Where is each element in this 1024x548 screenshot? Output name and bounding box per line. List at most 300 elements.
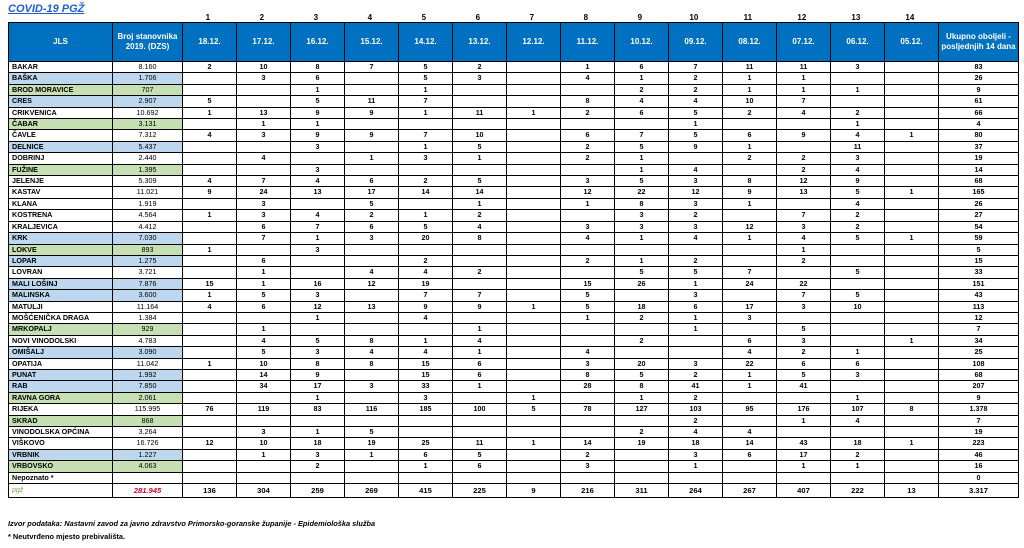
- daily-cases-cell: 1: [291, 392, 345, 403]
- sum-daily-cell: 13: [885, 484, 939, 498]
- population-cell: 893: [113, 244, 183, 255]
- daily-cases-cell: 1: [831, 119, 885, 130]
- daily-cases-cell: 1: [615, 233, 669, 244]
- daily-cases-cell: [507, 461, 561, 472]
- municipality-name: VINODOLSKA OPĆINA: [9, 427, 113, 438]
- daily-cases-cell: [507, 255, 561, 266]
- daily-cases-cell: [183, 153, 237, 164]
- population-cell: 16.726: [113, 438, 183, 449]
- daily-cases-cell: 17: [345, 187, 399, 198]
- daily-cases-cell: 100: [453, 404, 507, 415]
- daily-cases-cell: [453, 119, 507, 130]
- daily-cases-cell: [885, 427, 939, 438]
- daily-cases-cell: [345, 472, 399, 483]
- daily-cases-cell: [291, 153, 345, 164]
- daily-cases-cell: 3: [291, 244, 345, 255]
- daily-cases-cell: 1: [399, 84, 453, 95]
- daily-cases-cell: 3: [237, 210, 291, 221]
- header-date: 06.12.: [831, 23, 885, 62]
- daily-cases-cell: 5: [453, 449, 507, 460]
- population-cell: 2.061: [113, 392, 183, 403]
- daily-cases-cell: [507, 369, 561, 380]
- daily-cases-cell: 1: [291, 119, 345, 130]
- column-number: 14: [905, 13, 915, 22]
- daily-cases-cell: [291, 472, 345, 483]
- daily-cases-cell: [885, 347, 939, 358]
- total-cell: 83: [939, 62, 1019, 73]
- daily-cases-cell: [183, 221, 237, 232]
- table-row: [9, 255, 1019, 266]
- daily-cases-cell: [183, 472, 237, 483]
- daily-cases-cell: [885, 472, 939, 483]
- municipality-name: LOVRAN: [9, 267, 113, 278]
- daily-cases-cell: 1: [291, 233, 345, 244]
- daily-cases-cell: [561, 84, 615, 95]
- daily-cases-cell: 6: [345, 176, 399, 187]
- daily-cases-cell: 1: [831, 392, 885, 403]
- daily-cases-cell: [885, 381, 939, 392]
- daily-cases-cell: 2: [615, 84, 669, 95]
- daily-cases-cell: 11: [723, 62, 777, 73]
- daily-cases-cell: 4: [777, 233, 831, 244]
- daily-cases-cell: 3: [561, 461, 615, 472]
- daily-cases-cell: 2: [831, 221, 885, 232]
- daily-cases-cell: 5: [291, 96, 345, 107]
- daily-cases-cell: [453, 278, 507, 289]
- daily-cases-cell: 5: [615, 369, 669, 380]
- total-cell: 26: [939, 198, 1019, 209]
- population-cell: 929: [113, 324, 183, 335]
- municipality-name: CRES: [9, 96, 113, 107]
- daily-cases-cell: 3: [669, 358, 723, 369]
- daily-cases-cell: [831, 312, 885, 323]
- table-row: [9, 290, 1019, 301]
- daily-cases-cell: 3: [561, 358, 615, 369]
- daily-cases-cell: 2: [561, 449, 615, 460]
- daily-cases-cell: 2: [669, 210, 723, 221]
- daily-cases-cell: [183, 255, 237, 266]
- daily-cases-cell: [885, 153, 939, 164]
- municipality-name: NOVI VINODOLSKI: [9, 335, 113, 346]
- total-cell: 9: [939, 392, 1019, 403]
- header-date: 18.12.: [183, 23, 237, 62]
- daily-cases-cell: 1: [885, 335, 939, 346]
- daily-cases-cell: [831, 472, 885, 483]
- sum-daily-cell: 222: [831, 484, 885, 498]
- daily-cases-cell: [345, 141, 399, 152]
- daily-cases-cell: [183, 461, 237, 472]
- table-row: [9, 119, 1019, 130]
- daily-cases-cell: 2: [615, 335, 669, 346]
- daily-cases-cell: 1: [507, 392, 561, 403]
- daily-cases-cell: 1: [399, 141, 453, 152]
- population-cell: 3.264: [113, 427, 183, 438]
- daily-cases-cell: 5: [561, 290, 615, 301]
- municipality-name: MOŠĆENIČKA DRAGA: [9, 312, 113, 323]
- table-body: [9, 62, 1019, 498]
- table-row: [9, 381, 1019, 392]
- column-number: 3: [313, 13, 319, 22]
- daily-cases-cell: 24: [723, 278, 777, 289]
- daily-cases-cell: 1: [237, 278, 291, 289]
- daily-cases-cell: [885, 449, 939, 460]
- daily-cases-cell: 4: [237, 335, 291, 346]
- daily-cases-cell: [345, 255, 399, 266]
- population-cell: 3.090: [113, 347, 183, 358]
- municipality-name: OMIŠALJ: [9, 347, 113, 358]
- table-row: [9, 415, 1019, 426]
- daily-cases-cell: 4: [561, 347, 615, 358]
- municipality-name: MALINSKA: [9, 290, 113, 301]
- daily-cases-cell: 5: [615, 267, 669, 278]
- daily-cases-cell: [777, 141, 831, 152]
- daily-cases-cell: 1: [831, 84, 885, 95]
- daily-cases-cell: 1: [183, 358, 237, 369]
- table-row: [9, 301, 1019, 312]
- daily-cases-cell: 28: [561, 381, 615, 392]
- municipality-name: KRALJEVICA: [9, 221, 113, 232]
- daily-cases-cell: 5: [831, 267, 885, 278]
- daily-cases-cell: 3: [399, 392, 453, 403]
- daily-cases-cell: 6: [453, 461, 507, 472]
- daily-cases-cell: 2: [615, 312, 669, 323]
- daily-cases-cell: 7: [399, 290, 453, 301]
- daily-cases-cell: 4: [561, 73, 615, 84]
- population-cell: 1.919: [113, 198, 183, 209]
- municipality-name: MALI LOŠINJ: [9, 278, 113, 289]
- daily-cases-cell: 1: [237, 267, 291, 278]
- daily-cases-cell: [183, 324, 237, 335]
- table-row: [9, 335, 1019, 346]
- daily-cases-cell: [885, 210, 939, 221]
- daily-cases-cell: 4: [291, 210, 345, 221]
- daily-cases-cell: 11: [453, 107, 507, 118]
- header-row: [9, 23, 1019, 62]
- municipality-name: LOKVE: [9, 244, 113, 255]
- column-number: 10: [689, 13, 699, 22]
- daily-cases-cell: [345, 164, 399, 175]
- daily-cases-cell: [615, 119, 669, 130]
- daily-cases-cell: 1: [723, 233, 777, 244]
- daily-cases-cell: 4: [669, 233, 723, 244]
- daily-cases-cell: [885, 267, 939, 278]
- population-cell: 8.160: [113, 62, 183, 73]
- header-date: 10.12.: [615, 23, 669, 62]
- daily-cases-cell: [615, 244, 669, 255]
- daily-cases-cell: [885, 301, 939, 312]
- daily-cases-cell: [507, 73, 561, 84]
- daily-cases-cell: 1: [237, 449, 291, 460]
- daily-cases-cell: [723, 472, 777, 483]
- daily-cases-cell: 5: [453, 176, 507, 187]
- daily-cases-cell: 5: [399, 221, 453, 232]
- footnote: * Neutvrđeno mjesto prebivališta.: [8, 532, 126, 541]
- table-row: [9, 73, 1019, 84]
- daily-cases-cell: 9: [669, 141, 723, 152]
- daily-cases-cell: [345, 290, 399, 301]
- daily-cases-cell: 2: [831, 210, 885, 221]
- daily-cases-cell: 1: [777, 461, 831, 472]
- population-cell: 1.992: [113, 369, 183, 380]
- daily-cases-cell: 10: [723, 96, 777, 107]
- municipality-name: KRK: [9, 233, 113, 244]
- table-row: [9, 461, 1019, 472]
- daily-cases-cell: 1: [183, 210, 237, 221]
- total-cell: 59: [939, 233, 1019, 244]
- daily-cases-cell: [453, 255, 507, 266]
- daily-cases-cell: 6: [291, 73, 345, 84]
- table-row: [9, 244, 1019, 255]
- table-row: [9, 278, 1019, 289]
- daily-cases-cell: 14: [453, 187, 507, 198]
- daily-cases-cell: 4: [183, 176, 237, 187]
- daily-cases-cell: 3: [831, 153, 885, 164]
- daily-cases-cell: [885, 415, 939, 426]
- daily-cases-cell: 2: [669, 415, 723, 426]
- daily-cases-cell: 2: [615, 427, 669, 438]
- population-cell: 3.131: [113, 119, 183, 130]
- daily-cases-cell: 5: [831, 233, 885, 244]
- daily-cases-cell: [399, 472, 453, 483]
- daily-cases-cell: [291, 198, 345, 209]
- daily-cases-cell: [723, 324, 777, 335]
- daily-cases-cell: 15: [561, 278, 615, 289]
- daily-cases-cell: [183, 267, 237, 278]
- daily-cases-cell: [507, 347, 561, 358]
- total-cell: 54: [939, 221, 1019, 232]
- total-cell: 68: [939, 176, 1019, 187]
- table-row: [9, 198, 1019, 209]
- daily-cases-cell: 5: [615, 176, 669, 187]
- daily-cases-cell: 1: [723, 141, 777, 152]
- daily-cases-cell: 7: [453, 290, 507, 301]
- daily-cases-cell: 43: [777, 438, 831, 449]
- daily-cases-cell: [507, 141, 561, 152]
- daily-cases-cell: [885, 278, 939, 289]
- daily-cases-cell: 25: [399, 438, 453, 449]
- table-row: [9, 187, 1019, 198]
- daily-cases-cell: 10: [831, 301, 885, 312]
- daily-cases-cell: [885, 369, 939, 380]
- daily-cases-cell: 4: [831, 415, 885, 426]
- municipality-name: DOBRINJ: [9, 153, 113, 164]
- daily-cases-cell: 15: [399, 369, 453, 380]
- daily-cases-cell: 22: [615, 187, 669, 198]
- daily-cases-cell: 2: [777, 347, 831, 358]
- daily-cases-cell: 5: [345, 427, 399, 438]
- daily-cases-cell: 1: [723, 381, 777, 392]
- daily-cases-cell: 1: [237, 324, 291, 335]
- header-date: 11.12.: [561, 23, 615, 62]
- daily-cases-cell: [561, 210, 615, 221]
- daily-cases-cell: 3: [831, 62, 885, 73]
- daily-cases-cell: 12: [561, 187, 615, 198]
- daily-cases-cell: [237, 84, 291, 95]
- daily-cases-cell: [723, 119, 777, 130]
- sum-daily-cell: 225: [453, 484, 507, 498]
- page-title: COVID-19 PGŽ: [8, 3, 85, 15]
- population-cell: 11.042: [113, 358, 183, 369]
- municipality-name: BAKAR: [9, 62, 113, 73]
- population-cell: 1.275: [113, 255, 183, 266]
- daily-cases-cell: [183, 392, 237, 403]
- daily-cases-cell: 1: [885, 438, 939, 449]
- daily-cases-cell: [831, 381, 885, 392]
- daily-cases-cell: 1: [399, 461, 453, 472]
- daily-cases-cell: [345, 73, 399, 84]
- daily-cases-cell: [831, 73, 885, 84]
- daily-cases-cell: 7: [399, 130, 453, 141]
- daily-cases-cell: [183, 369, 237, 380]
- daily-cases-cell: 1: [561, 312, 615, 323]
- daily-cases-cell: 7: [777, 210, 831, 221]
- daily-cases-cell: 7: [237, 233, 291, 244]
- daily-cases-cell: 8: [561, 369, 615, 380]
- daily-cases-cell: [183, 84, 237, 95]
- daily-cases-cell: 3: [291, 347, 345, 358]
- daily-cases-cell: [291, 415, 345, 426]
- column-number: 6: [475, 13, 481, 22]
- population-cell: 7.876: [113, 278, 183, 289]
- total-cell: 33: [939, 267, 1019, 278]
- daily-cases-cell: 1: [507, 301, 561, 312]
- daily-cases-cell: [507, 153, 561, 164]
- daily-cases-cell: 6: [615, 107, 669, 118]
- daily-cases-cell: 176: [777, 404, 831, 415]
- table-row: [9, 62, 1019, 73]
- daily-cases-cell: [831, 278, 885, 289]
- population-cell: 4.564: [113, 210, 183, 221]
- daily-cases-cell: 1: [399, 335, 453, 346]
- header-total: Ukupno oboljeli - posljednjih 14 dana: [939, 23, 1019, 62]
- daily-cases-cell: 7: [237, 176, 291, 187]
- daily-cases-cell: 13: [345, 301, 399, 312]
- daily-cases-cell: 8: [345, 335, 399, 346]
- daily-cases-cell: [183, 233, 237, 244]
- table-row: [9, 130, 1019, 141]
- daily-cases-cell: 22: [723, 358, 777, 369]
- daily-cases-cell: 1: [291, 84, 345, 95]
- daily-cases-cell: [399, 427, 453, 438]
- daily-cases-cell: 1: [183, 107, 237, 118]
- daily-cases-cell: 4: [183, 130, 237, 141]
- daily-cases-cell: 1: [669, 119, 723, 130]
- daily-cases-cell: 2: [723, 153, 777, 164]
- table-row: [9, 392, 1019, 403]
- sum-daily-cell: 269: [345, 484, 399, 498]
- daily-cases-cell: [237, 141, 291, 152]
- total-cell: 0: [939, 472, 1019, 483]
- municipality-name: CRIKVENICA: [9, 107, 113, 118]
- daily-cases-cell: 1: [831, 461, 885, 472]
- daily-cases-cell: 1: [345, 153, 399, 164]
- daily-cases-cell: 12: [345, 278, 399, 289]
- daily-cases-cell: [723, 244, 777, 255]
- daily-cases-cell: 83: [291, 404, 345, 415]
- daily-cases-cell: 12: [669, 187, 723, 198]
- daily-cases-cell: [507, 381, 561, 392]
- daily-cases-cell: [237, 392, 291, 403]
- daily-cases-cell: 1: [615, 164, 669, 175]
- daily-cases-cell: [777, 472, 831, 483]
- column-number: 12: [797, 13, 807, 22]
- daily-cases-cell: 2: [777, 153, 831, 164]
- daily-cases-cell: 10: [237, 62, 291, 73]
- daily-cases-cell: 3: [723, 312, 777, 323]
- daily-cases-cell: [885, 392, 939, 403]
- municipality-name: PUNAT: [9, 369, 113, 380]
- daily-cases-cell: 5: [777, 369, 831, 380]
- daily-cases-cell: [561, 267, 615, 278]
- daily-cases-cell: [831, 255, 885, 266]
- daily-cases-cell: 3: [291, 141, 345, 152]
- daily-cases-cell: [453, 472, 507, 483]
- table-row: [9, 438, 1019, 449]
- column-number: 11: [743, 13, 753, 22]
- daily-cases-cell: 3: [777, 221, 831, 232]
- total-cell: 108: [939, 358, 1019, 369]
- daily-cases-cell: [345, 369, 399, 380]
- daily-cases-cell: [561, 335, 615, 346]
- daily-cases-cell: [345, 244, 399, 255]
- daily-cases-cell: 127: [615, 404, 669, 415]
- daily-cases-cell: 4: [777, 107, 831, 118]
- table-row: [9, 84, 1019, 95]
- population-cell: 5.437: [113, 141, 183, 152]
- daily-cases-cell: 9: [777, 130, 831, 141]
- daily-cases-cell: [723, 210, 777, 221]
- daily-cases-cell: [831, 324, 885, 335]
- table-row: [9, 221, 1019, 232]
- daily-cases-cell: 3: [237, 198, 291, 209]
- daily-cases-cell: 1: [237, 119, 291, 130]
- daily-cases-cell: [453, 392, 507, 403]
- total-cell: 12: [939, 312, 1019, 323]
- population-cell: [113, 472, 183, 483]
- daily-cases-cell: 1: [453, 381, 507, 392]
- daily-cases-cell: 2: [453, 62, 507, 73]
- daily-cases-cell: 2: [291, 461, 345, 472]
- daily-cases-cell: [237, 472, 291, 483]
- daily-cases-cell: 3: [345, 233, 399, 244]
- daily-cases-cell: 11: [345, 96, 399, 107]
- daily-cases-cell: [507, 130, 561, 141]
- population-cell: 7.030: [113, 233, 183, 244]
- table-row: [9, 233, 1019, 244]
- total-cell: 207: [939, 381, 1019, 392]
- daily-cases-cell: 4: [831, 198, 885, 209]
- header-jls: JLS: [9, 23, 113, 62]
- daily-cases-cell: 103: [669, 404, 723, 415]
- daily-cases-cell: 6: [669, 301, 723, 312]
- sum-daily-cell: 415: [399, 484, 453, 498]
- daily-cases-cell: [507, 312, 561, 323]
- daily-cases-cell: [507, 358, 561, 369]
- population-cell: 2.907: [113, 96, 183, 107]
- daily-cases-cell: 5: [237, 290, 291, 301]
- daily-cases-cell: 1: [453, 153, 507, 164]
- daily-cases-cell: [399, 324, 453, 335]
- municipality-name: RAB: [9, 381, 113, 392]
- daily-cases-cell: 7: [291, 221, 345, 232]
- daily-cases-cell: 2: [777, 164, 831, 175]
- daily-cases-cell: 9: [291, 130, 345, 141]
- municipality-name: MATULJI: [9, 301, 113, 312]
- population-cell: 11.021: [113, 187, 183, 198]
- daily-cases-cell: 1: [777, 415, 831, 426]
- daily-cases-cell: 5: [561, 301, 615, 312]
- table-row: [9, 449, 1019, 460]
